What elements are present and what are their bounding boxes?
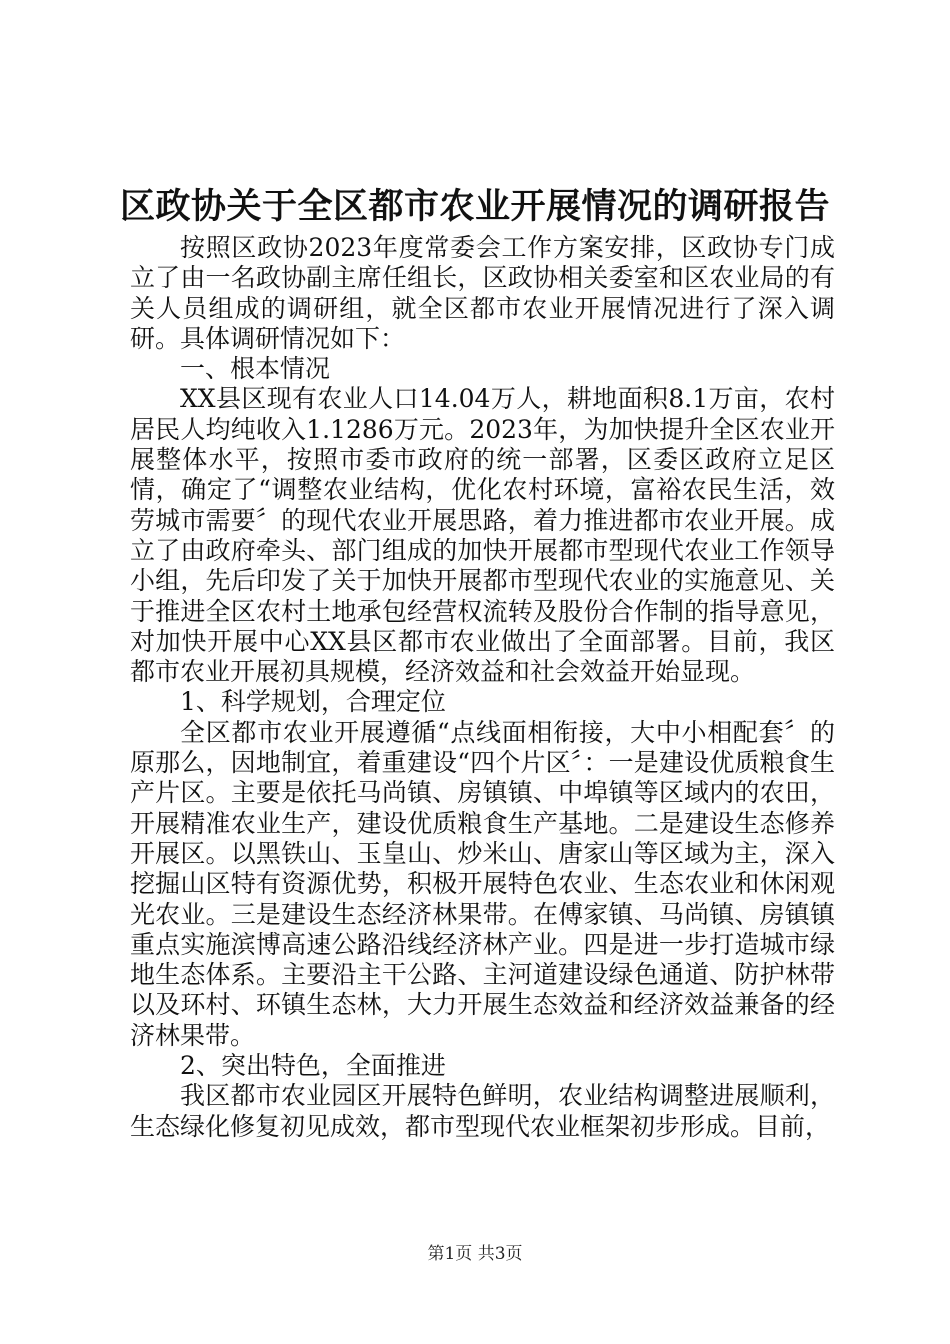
- subheading-features: 2、突出特色，全面推进: [180, 1051, 446, 1081]
- paragraph-planning: 全区都市农业开展遵循“点线面相衔接，大中小相配套〞的原那么，因地制宜，着重建设“四个片区〞：一是建设优质粮食生产片区。主要是依托马尚镇、房镇镇、中埠镇等区域内的农田，开展精准农业生产，建设优质粮食生产基地。二是建设生态修养开展区。以黑铁山、玉皇山、炒米山、唐家山等区域为主，深入挖掘山区特有资源优势，积极开展特色农业、生态农业和休闲观光农业。三是建设生态经济林果带。在傅家镇、马尚镇、房镇镇重点实施滨博高速公路沿线经济林产业。四是进一步打造城市绿地生态体系。主要沿主干公路、主河道建设绿色通道、防护林带以及环村、环镇生态林，大力开展生态效益和经济效益兼备的经济林果带。: [130, 717, 835, 1050]
- paragraph-basic-situation: XX县区现有农业人口14.04万人，耕地面积8.1万亩，农村居民人均纯收入1.1286万元。2023年，为加快提升全区农业开展整体水平，按照市委市政府的统一部署，区委区政府立足区情，确定了“调整农业结构，优化农村环境，富裕农民生活，效劳城市需要〞的现代农业开展思路，着力推进都市农业开展。成立了由政府牵头、部门组成的加快开展都市型现代农业工作领导小组，先后印发了关于加快开展都市型现代农业的实施意见、关于推进全区农村土地承包经营权流转及股份合作制的指导意见，对加快开展中心XX县区都市农业做出了全面部署。目前，我区都市农业开展初具规模，经济效益和社会效益开始显现。: [130, 384, 835, 687]
- paragraph-intro: 按照区政协2023年度常委会工作方案安排，区政协专门成立了由一名政协副主席任组长，区政协相关委室和区农业局的有关人员组成的调研组，就全区都市农业开展情况进行了深入调研。具体调研情况如下：: [130, 233, 835, 353]
- document-title: 区政协关于全区都市农业开展情况的调研报告: [119, 186, 830, 227]
- page-number-footer: 第1页 共3页: [427, 1244, 523, 1264]
- section-heading-basic-situation: 一、根本情况: [180, 354, 331, 384]
- document-body: [130, 233, 835, 1142]
- paragraph-features: 我区都市农业园区开展特色鲜明，农业结构调整进展顺利，生态绿化修复初见成效，都市型现代农业框架初步形成。目前，: [130, 1081, 835, 1141]
- subheading-planning: 1、科学规划，合理定位: [180, 687, 446, 717]
